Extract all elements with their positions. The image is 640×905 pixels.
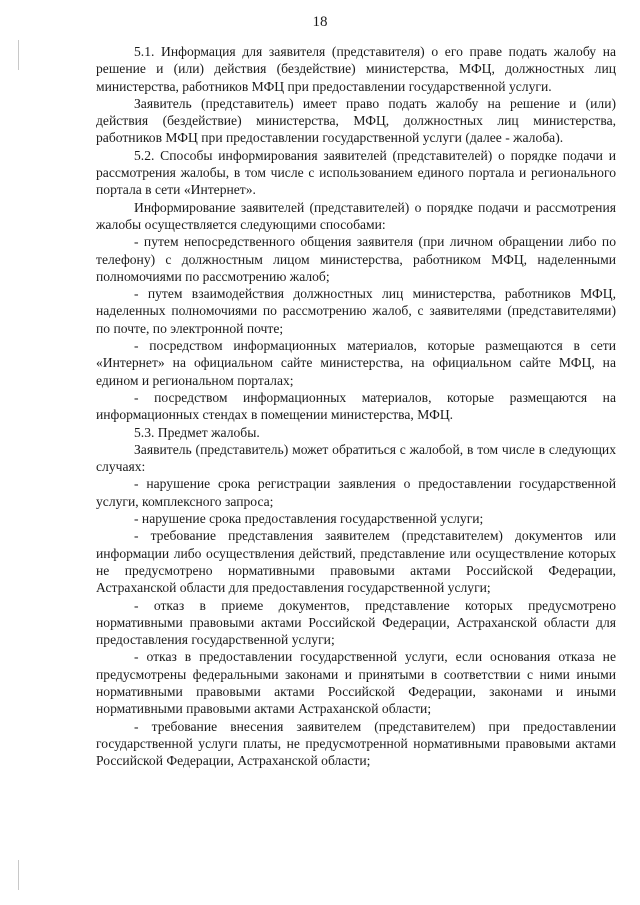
paragraph-5-2-methods: 5.2. Способы информирования заявителей (представителей) о порядке подачи и рассмотрения жалобы, в том числе с использованием единого портала и регионального портала в сети «Интернет». bbox=[96, 147, 616, 198]
page-number: 18 bbox=[312, 14, 328, 30]
list-item: - посредством информационных материалов, которые размещаются на информационных стендах в помещении министерства, МФЦ. bbox=[96, 389, 616, 423]
list-item: - нарушение срока предоставления государственной услуги; bbox=[134, 511, 484, 527]
paragraph-right-to-complain: Заявитель (представитель) имеет право подать жалобу на решение и (или) действия (бездействие) министерства, МФЦ, должностных лиц министерства, работников МФЦ при предоставлении государственной услуги (далее - жалоба). bbox=[96, 95, 616, 146]
scan-margin-mark bbox=[18, 40, 19, 70]
list-item: - отказ в предоставлении государственной услуги, если основания отказа не предусмотрены федеральными законами и принятыми в соответствии с ними иными нормативными правовыми актами Российской Федерации, законами и иными нормативными правовыми актами Астраханской области; bbox=[96, 649, 616, 717]
paragraph-informing-methods: Информирование заявителей (представителей) о порядке подачи и рассмотрения жалобы осуществляется следующими способами: bbox=[96, 199, 616, 232]
document-body bbox=[96, 43, 616, 769]
list-item: - отказ в приеме документов, представление которых предусмотрено нормативными правовыми актами Российской Федерации, Астраханской области для предоставления государственной услуги; bbox=[96, 597, 616, 648]
list-item: - путем взаимодействия должностных лиц министерства, работников МФЦ, наделенных полномочиями по рассмотрению жалоб, с заявителями (представителями) по почте, по электронной почте; bbox=[96, 286, 616, 336]
list-item: - нарушение срока регистрации заявления о предоставлении государственной услуги, комплексного запроса; bbox=[96, 476, 616, 509]
paragraph-5-3-subject: 5.3. Предмет жалобы. bbox=[134, 424, 260, 440]
scan-margin-mark bbox=[18, 860, 19, 890]
paragraph-5-1-info: 5.1. Информация для заявителя (представителя) о его праве подать жалобу на решение и (или) действия (бездействие) министерства, МФЦ, должностных лиц министерства, работников МФЦ при предоставлении государственной услуги. bbox=[96, 44, 616, 94]
list-item: - посредством информационных материалов, которые размещаются в сети «Интернет» на официальном сайте министерства, на официальном сайте МФЦ, на едином и региональном порталах; bbox=[96, 338, 616, 388]
list-item: - путем непосредственного общения заявителя (при личном обращении либо по телефону) с должностным лицом министерства, работником МФЦ, наделенными полномочиями по рассмотрению жалоб; bbox=[96, 234, 616, 284]
list-item: - требование представления заявителем (представителем) документов или информации либо осуществления действий, представление или осуществление которых не предусмотрено нормативными правовыми актами Российской Федерации, Астраханской области для предоставления государственной услуги; bbox=[96, 528, 616, 596]
list-item: - требование внесения заявителем (представителем) при предоставлении государственной услуги платы, не предусмотренной нормативными правовыми актами Российской Федерации, Астраханской области; bbox=[96, 718, 616, 769]
paragraph-cases-intro: Заявитель (представитель) может обратиться с жалобой, в том числе в следующих случаях: bbox=[96, 441, 616, 475]
